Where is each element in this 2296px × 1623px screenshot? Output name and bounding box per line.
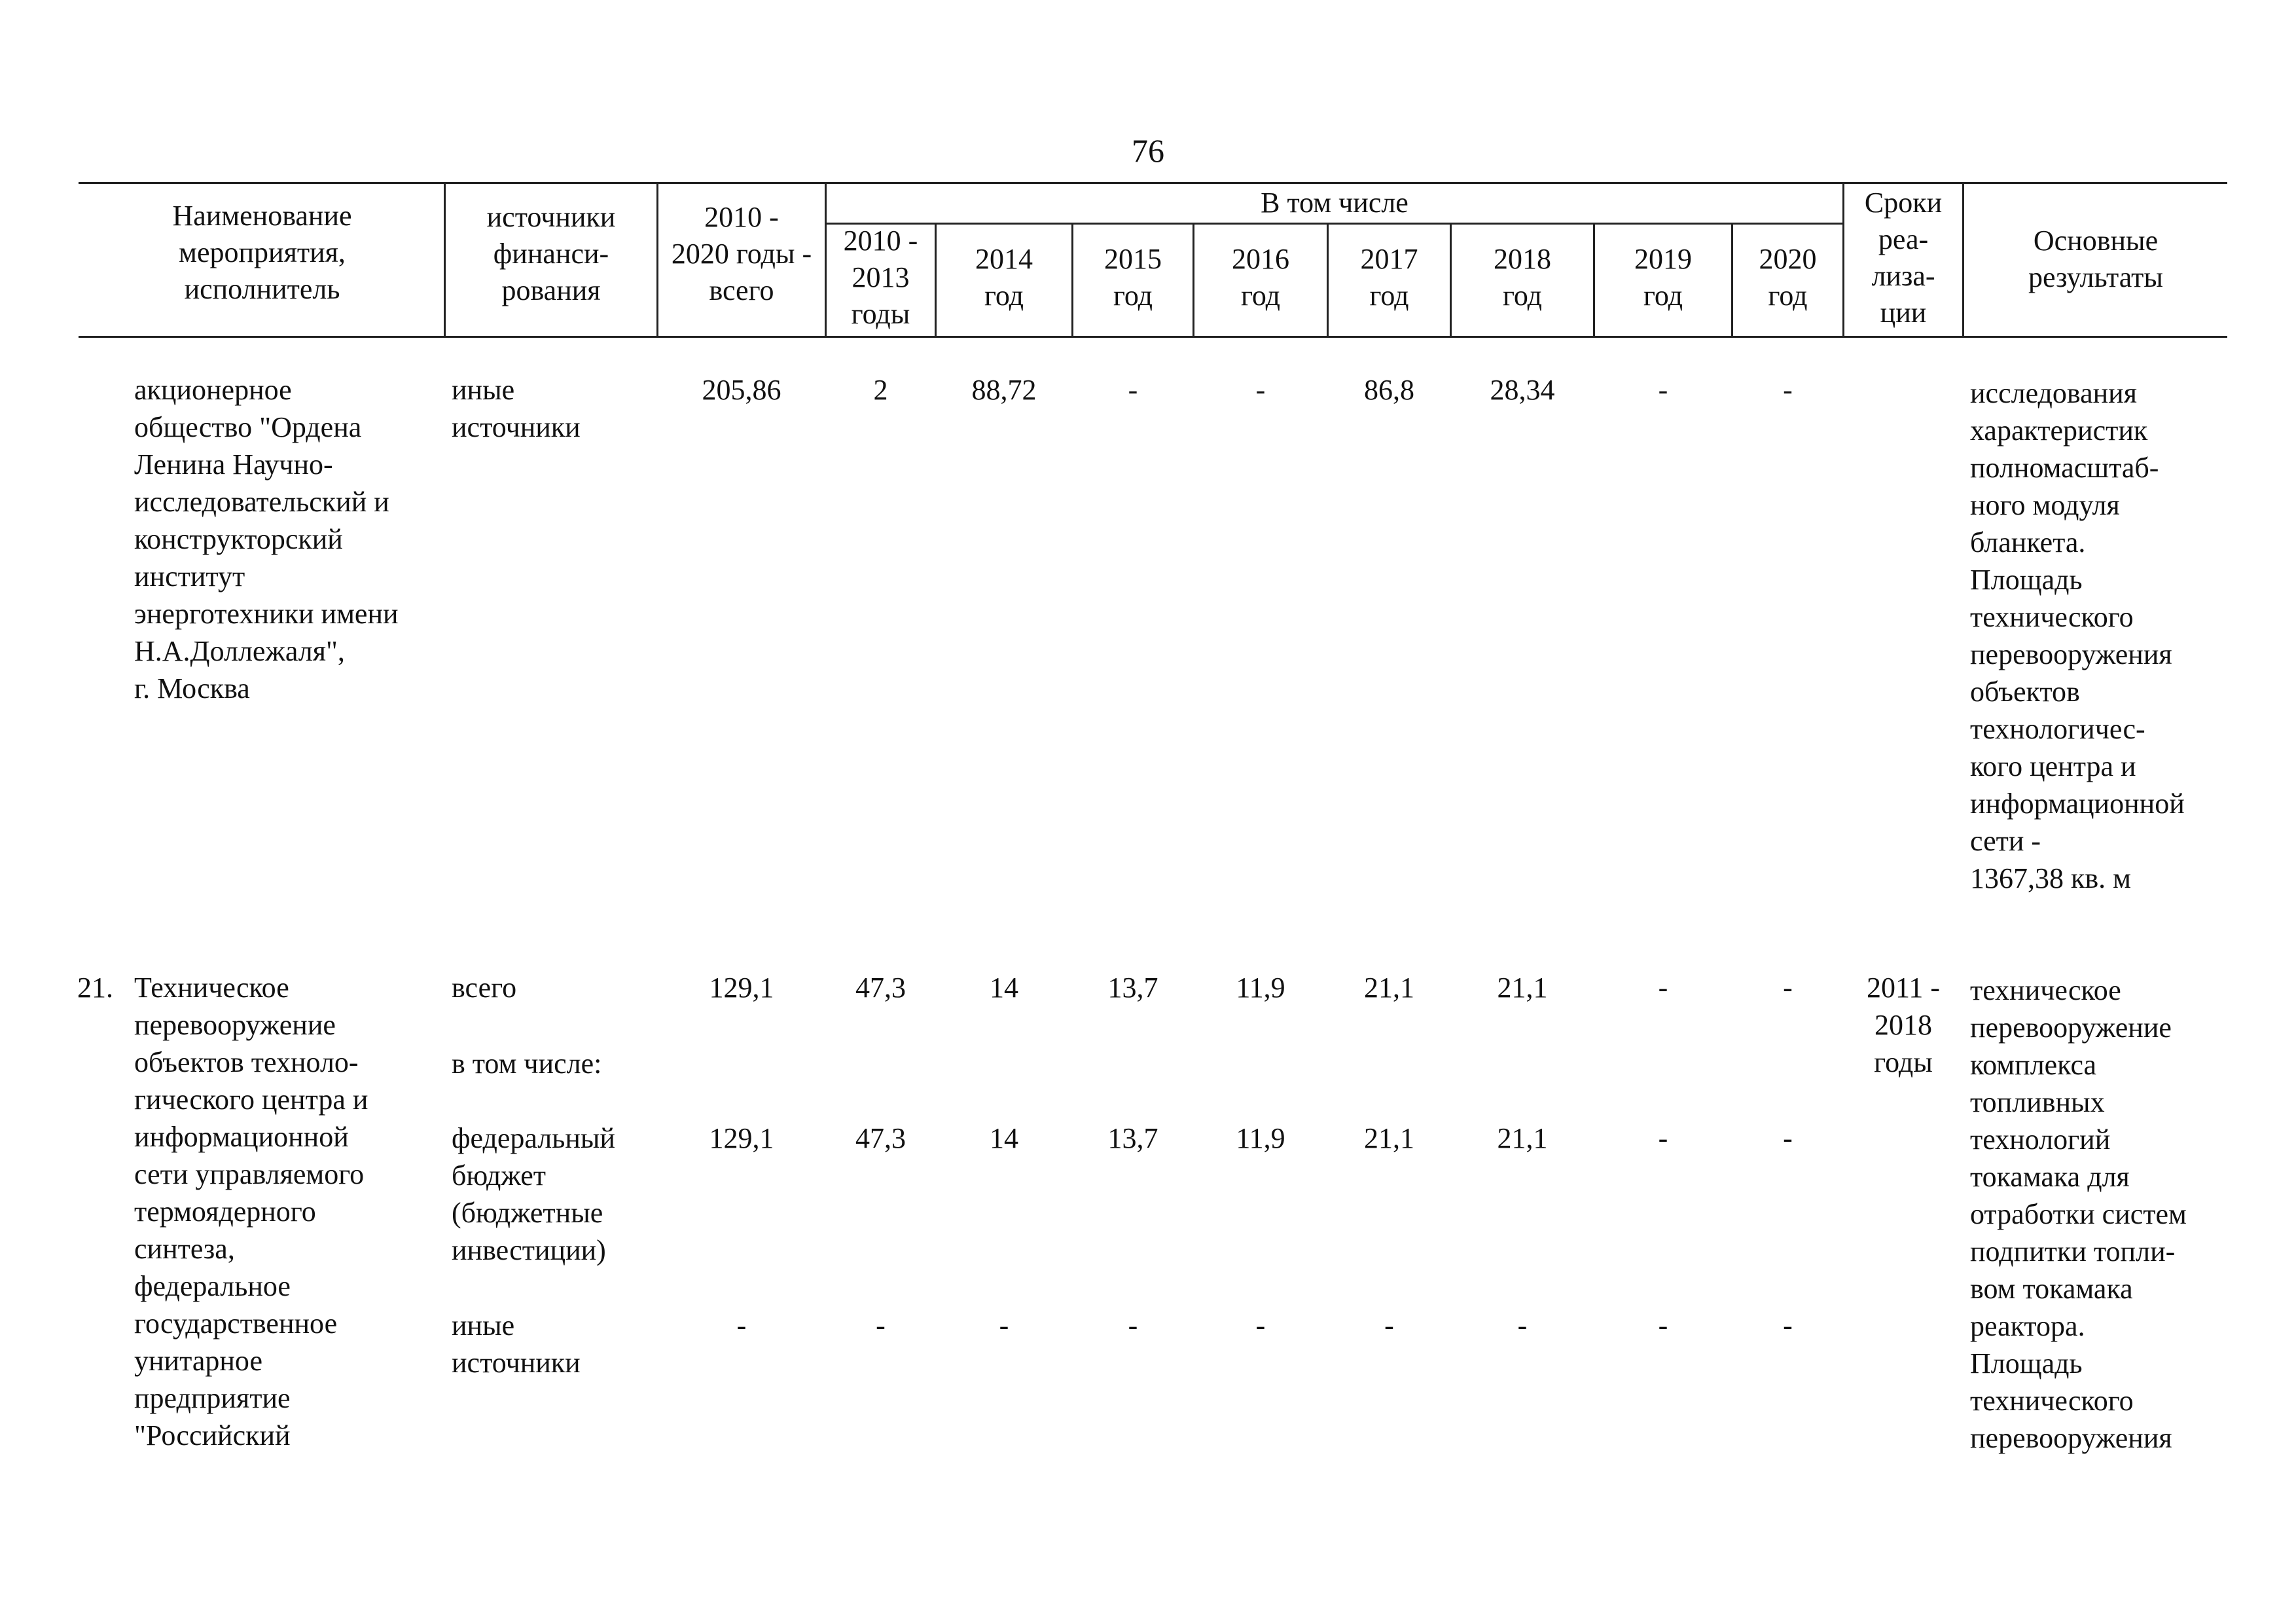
header-terms: Сроки реа- лиза- ции bbox=[1864, 187, 1943, 329]
row-other-2019: - bbox=[1658, 1309, 1668, 1341]
row-total-2017: 21,1 bbox=[1364, 972, 1414, 1004]
block1-executor: акционерное общество "Ордена Ленина Научно- исследовательский и конструкторский институт энерготехники имени Н.А.Доллежаля", г. Москва bbox=[134, 374, 399, 704]
row-total-2014: 14 bbox=[990, 972, 1018, 1004]
row-federal-2018: 21,1 bbox=[1497, 1122, 1548, 1154]
row-federal-2010-2013: 47,3 bbox=[855, 1122, 906, 1154]
header-bottom-rule bbox=[79, 336, 2227, 338]
header-results: Основные результаты bbox=[2028, 225, 2163, 293]
row-total-2020: - bbox=[1783, 972, 1793, 1004]
header-top-rule bbox=[79, 182, 2227, 184]
row-total-2015: 13,7 bbox=[1107, 972, 1158, 1004]
row-other-2017: - bbox=[1384, 1309, 1394, 1341]
header-sources: источники финанси- рования bbox=[486, 201, 616, 306]
header-year-2014: 2014 год bbox=[975, 243, 1033, 312]
block1-2015: - bbox=[1128, 374, 1138, 406]
block1-2014: 88,72 bbox=[971, 374, 1037, 406]
year-subheader-rule bbox=[825, 223, 1842, 225]
row-federal-2020: - bbox=[1783, 1122, 1793, 1154]
header-year-2020: 2020 год bbox=[1759, 243, 1817, 312]
header-year-2010-2013: 2010 - 2013 годы bbox=[843, 225, 918, 330]
header-total: 2010 - 2020 годы - всего bbox=[671, 201, 812, 306]
block1-results: исследования характеристик полномасштаб- ного модуля бланкета. Площадь технического перевооружения объектов технологичес- кого центра и информационной сети - 1367,38 кв. м bbox=[1970, 377, 2185, 894]
header-year-2016: 2016 год bbox=[1232, 243, 1289, 312]
row-federal-2016: 11,9 bbox=[1236, 1122, 1285, 1154]
block1-source: иные источники bbox=[452, 374, 581, 443]
header-name: Наименование мероприятия, исполнитель bbox=[172, 200, 352, 305]
item-name: Техническое перевооружение объектов техноло- гического центра и информационной сети управляемого термоядерного синтеза, федеральное государственное унитарное предприятие "Российский bbox=[134, 972, 368, 1451]
header-year-2015: 2015 год bbox=[1104, 243, 1162, 312]
item-terms: 2011 - 2018 годы bbox=[1866, 972, 1941, 1078]
row-including-label: в том числе: bbox=[452, 1048, 602, 1080]
row-federal-source: федеральный бюджет (бюджетные инвестиции) bbox=[452, 1122, 615, 1266]
row-other-2010-2013: - bbox=[876, 1309, 886, 1341]
row-total-2010-2013: 47,3 bbox=[855, 972, 906, 1004]
row-total-2016: 11,9 bbox=[1236, 972, 1285, 1004]
row-other-source: иные источники bbox=[452, 1309, 581, 1379]
block1-2016: - bbox=[1255, 374, 1266, 406]
row-total-2018: 21,1 bbox=[1497, 972, 1548, 1004]
item-results: техническое перевооружение комплекса топливных технологий токамака для отработки систем подпитки топли- вом токамака реактора. Площадь технического перевооружения bbox=[1970, 974, 2187, 1454]
row-federal-sum: 129,1 bbox=[709, 1122, 774, 1154]
row-federal-2015: 13,7 bbox=[1107, 1122, 1158, 1154]
block1-2018: 28,34 bbox=[1490, 374, 1555, 406]
row-total-source: всего bbox=[452, 972, 517, 1004]
row-total-sum: 129,1 bbox=[709, 972, 774, 1004]
row-federal-2017: 21,1 bbox=[1364, 1122, 1414, 1154]
header-including: В том числе bbox=[1261, 187, 1408, 219]
block1-2020: - bbox=[1783, 374, 1793, 406]
block1-2019: - bbox=[1658, 374, 1668, 406]
row-other-2016: - bbox=[1255, 1309, 1266, 1341]
row-federal-2019: - bbox=[1658, 1122, 1668, 1154]
header-year-2017: 2017 год bbox=[1360, 243, 1418, 312]
row-other-2018: - bbox=[1517, 1309, 1528, 1341]
header-year-2019: 2019 год bbox=[1634, 243, 1692, 312]
item-number: 21. bbox=[77, 972, 113, 1004]
block1-2010-2013: 2 bbox=[873, 374, 888, 406]
row-other-2014: - bbox=[999, 1309, 1009, 1341]
header-year-2018: 2018 год bbox=[1494, 243, 1551, 312]
block1-total: 205,86 bbox=[702, 374, 781, 406]
row-federal-2014: 14 bbox=[990, 1122, 1018, 1154]
page-number: 76 bbox=[1132, 132, 1164, 169]
row-other-2020: - bbox=[1783, 1309, 1793, 1341]
row-other-2015: - bbox=[1128, 1309, 1138, 1341]
block1-2017: 86,8 bbox=[1364, 374, 1414, 406]
row-other-sum: - bbox=[736, 1309, 747, 1341]
row-total-2019: - bbox=[1658, 972, 1668, 1004]
